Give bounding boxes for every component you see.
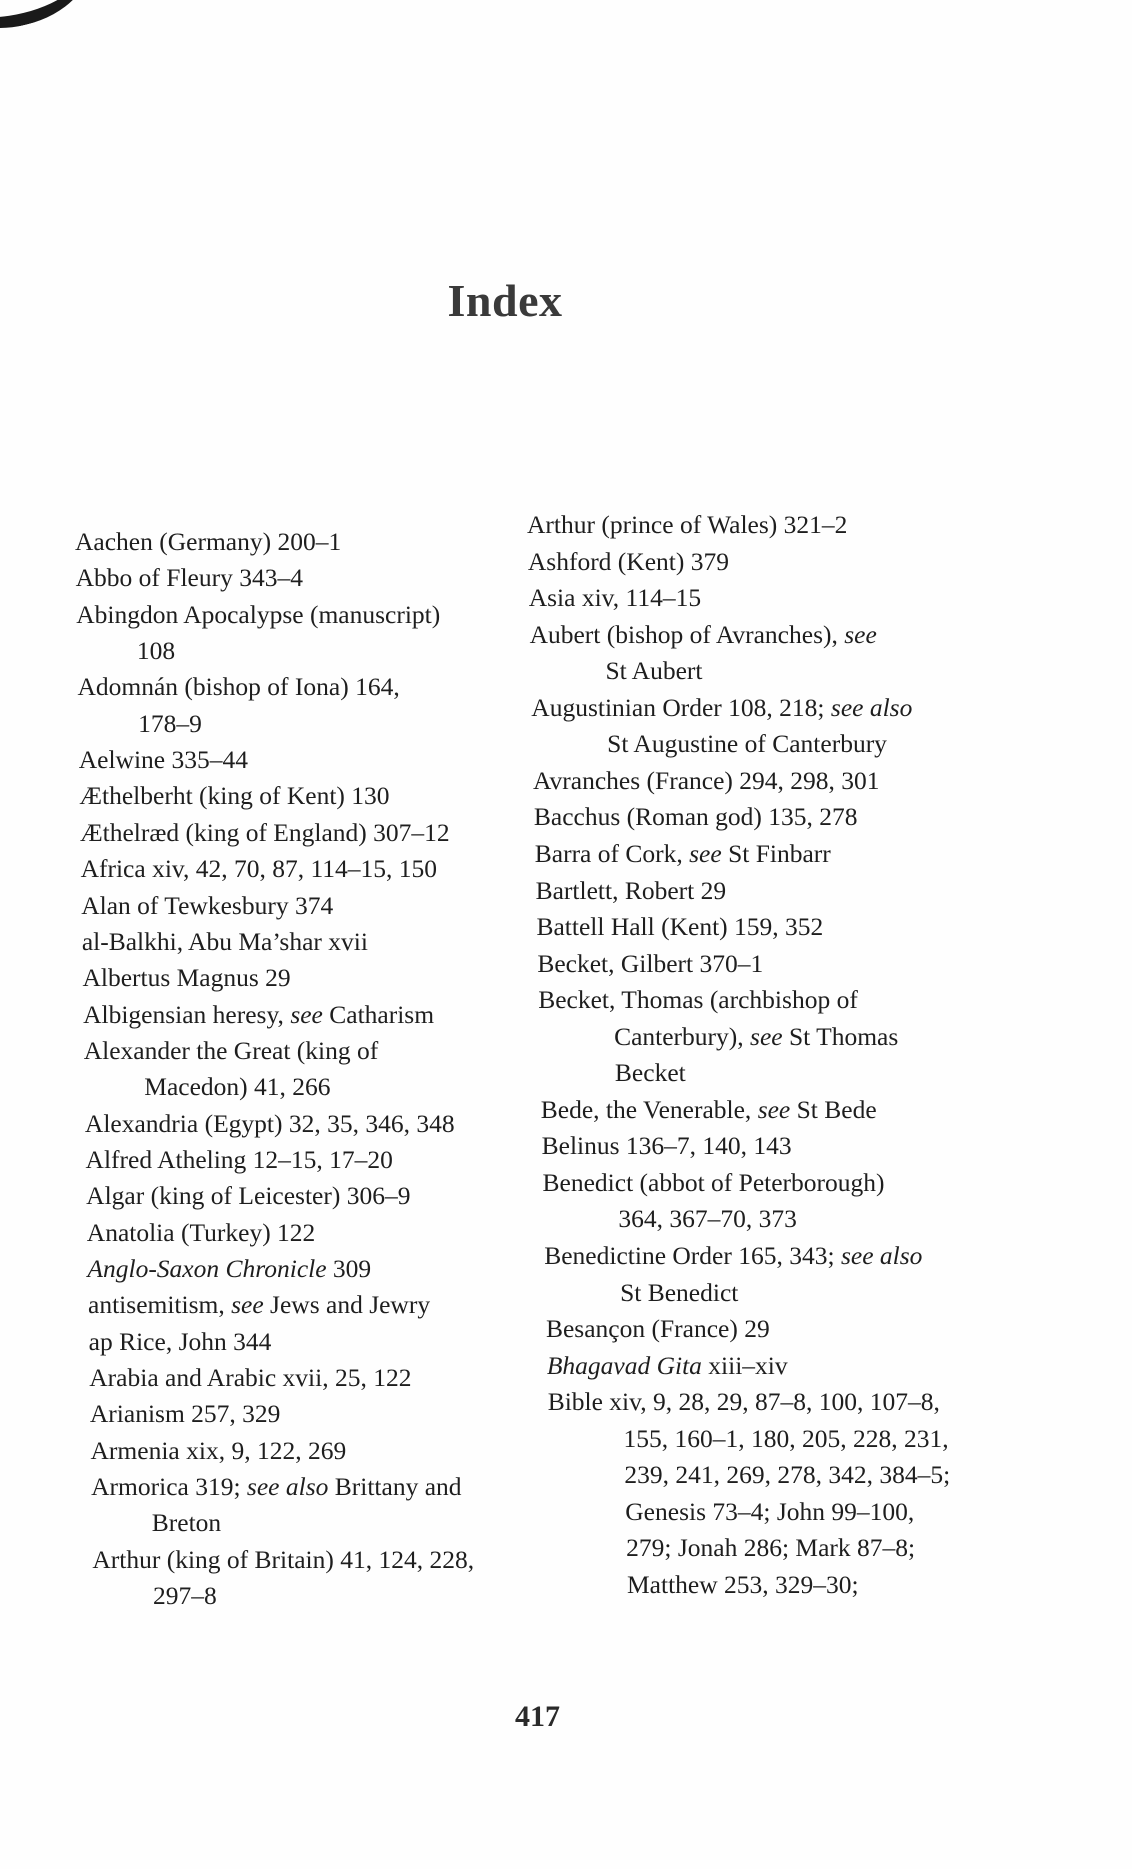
entry-text: Brittany and [328, 1472, 462, 1502]
index-entry [527, 510, 847, 540]
entry-text: Aachen (Germany) 200–1 [75, 527, 342, 556]
entry-text: ap Rice, John 344 [88, 1326, 272, 1356]
entry-text: 297–8 [153, 1581, 217, 1611]
index-entry [534, 802, 858, 832]
entry-text: 108 [136, 636, 176, 666]
index-entry-continuation [605, 656, 702, 686]
entry-text: 309 [326, 1254, 372, 1283]
italic-text: see [750, 1021, 783, 1051]
entry-text: antisemitism, [88, 1290, 232, 1320]
italic-text: see [290, 999, 323, 1029]
entry-text: Aubert (bishop of Avranches), [529, 619, 845, 649]
italic-text: Bhagavad Gita [546, 1350, 702, 1380]
index-entry [529, 583, 701, 613]
index-entry [80, 818, 450, 848]
index-entry [85, 1109, 455, 1139]
entry-text: Algar (king of Leicester) 306–9 [86, 1181, 411, 1211]
entry-text: Abbo of Fleury 343–4 [75, 563, 303, 593]
entry-text: Arianism 257, 329 [89, 1399, 281, 1429]
entry-text: Abingdon Apocalypse (manuscript) [76, 599, 441, 629]
entry-text: Benedictine Order 165, 343; [544, 1241, 841, 1270]
index-entry-continuation [620, 1278, 738, 1308]
entry-text: Africa xiv, 42, 70, 87, 114–15, 150 [80, 854, 438, 884]
entry-text: St Finbarr [721, 838, 831, 868]
index-entry [91, 1472, 461, 1502]
entry-text: Catharism [322, 999, 435, 1029]
index-entry-continuation [625, 1497, 914, 1527]
italic-text: see [689, 838, 722, 868]
index-entry-continuation [618, 1204, 797, 1234]
page-number: 417 [515, 1700, 560, 1733]
italic-text: see [757, 1094, 791, 1124]
entry-text: Benedict (abbot of Peterborough) [542, 1167, 885, 1197]
entry-text: Alan of Tewkesbury 374 [81, 890, 334, 920]
index-entry-continuation [144, 1072, 330, 1102]
italic-text: see [844, 619, 877, 649]
entry-text: Ashford (Kent) 379 [527, 546, 729, 576]
entry-text: Jews and Jewry [263, 1290, 431, 1320]
index-entry [87, 1254, 371, 1284]
index-entry [88, 1290, 430, 1320]
italic-text: see also [840, 1241, 923, 1270]
entry-text: Albertus Magnus 29 [82, 963, 291, 993]
entry-text: 364, 367–70, 373 [618, 1204, 797, 1234]
index-entry [79, 781, 389, 811]
index-entry [536, 912, 823, 942]
index-entry-continuation [624, 1460, 950, 1490]
index-entry [87, 1218, 316, 1248]
index-entry [77, 672, 399, 702]
index-entry-continuation [626, 1533, 915, 1563]
entry-text: Macedon) 41, 266 [144, 1072, 331, 1102]
index-entry-continuation [152, 1508, 221, 1538]
entry-text: Alexander the Great (king of [83, 1035, 379, 1065]
entry-text: 178–9 [138, 708, 202, 738]
entry-text: Becket, Thomas (archbishop of [538, 985, 858, 1015]
entry-text: Matthew 253, 329–30; [627, 1569, 859, 1599]
italic-text: see also [246, 1472, 329, 1502]
italic-text: see [231, 1290, 264, 1320]
index-entry [90, 1399, 281, 1429]
entry-text: Augustinian Order 108, 218; [531, 692, 831, 722]
index-entry-continuation [615, 1058, 686, 1088]
index-entry [81, 891, 333, 921]
index-entry [76, 563, 303, 593]
entry-text: Arthur (king of Britain) 41, 124, 228, [92, 1544, 475, 1574]
entry-text: Becket [614, 1058, 686, 1088]
index-entry [547, 1351, 788, 1381]
entry-text: Alexandria (Egypt) 32, 35, 346, 348 [84, 1108, 455, 1138]
entry-text: al-Balkhi, Abu Ma’shar xvii [81, 926, 368, 956]
index-entry-continuation [153, 1581, 217, 1611]
index-entry [86, 1181, 410, 1211]
entry-text: Aelwine 335–44 [78, 745, 248, 775]
index-entry [76, 600, 440, 630]
entry-text: Breton [151, 1508, 222, 1538]
entry-text: xiii–xiv [701, 1350, 788, 1380]
entry-text: Avranches (France) 294, 298, 301 [533, 765, 880, 795]
italic-text: see also [830, 692, 913, 722]
index-entry [81, 854, 437, 884]
entry-text: Becket, Gilbert 370–1 [537, 948, 764, 978]
index-entry [537, 949, 763, 979]
index-entry [536, 876, 727, 906]
index-entry-continuation [627, 1570, 859, 1600]
index-entry-continuation [607, 729, 887, 759]
index-entry [82, 963, 290, 993]
entry-text: Bacchus (Roman god) 135, 278 [533, 802, 858, 832]
entry-text: Æthelræd (king of England) 307–12 [79, 817, 450, 847]
entry-text: Asia xiv, 114–15 [528, 583, 702, 613]
index-entry [75, 527, 341, 557]
index-entry [546, 1314, 770, 1344]
index-entry-continuation [614, 1022, 898, 1052]
index-entry [86, 1145, 393, 1175]
entry-text: Besançon (France) 29 [545, 1314, 770, 1344]
index-entry [543, 1168, 885, 1198]
entry-text: Battell Hall (Kent) 159, 352 [536, 912, 824, 942]
entry-text: 239, 241, 269, 278, 342, 384–5; [624, 1460, 951, 1490]
index-entry [538, 985, 858, 1015]
entry-text: Genesis 73–4; John 99–100, [625, 1496, 915, 1526]
index-entry [91, 1436, 347, 1466]
entry-text: St Thomas [782, 1021, 899, 1051]
entry-text: St Bede [790, 1094, 877, 1124]
index-entry [89, 1363, 411, 1393]
index-entry [84, 1036, 379, 1066]
entry-text: Bible xiv, 9, 28, 29, 87–8, 100, 107–8, [547, 1387, 940, 1417]
index-entry [542, 1131, 792, 1161]
entry-text: Bartlett, Robert 29 [535, 875, 727, 905]
entry-text: Belinus 136–7, 140, 143 [541, 1131, 792, 1161]
entry-text: Arthur (prince of Wales) 321–2 [527, 510, 848, 539]
index-entry [92, 1545, 474, 1575]
entry-text: Barra of Cork, [534, 838, 690, 868]
index-entry-continuation [137, 636, 175, 666]
page-curl-shadow [0, 0, 99, 43]
entry-text: Canterbury), [614, 1021, 751, 1051]
index-entry [548, 1387, 940, 1417]
page-title: Index [447, 275, 563, 326]
entry-text: Æthelberht (king of Kent) 130 [79, 781, 390, 811]
index-entry [83, 1000, 434, 1030]
italic-text: Anglo-Saxon Chronicle [87, 1254, 327, 1283]
index-entry [541, 1095, 877, 1125]
index-entry [535, 839, 831, 869]
entry-text: Anatolia (Turkey) 122 [86, 1217, 316, 1247]
index-entry [82, 927, 368, 957]
entry-text: Alfred Atheling 12–15, 17–20 [85, 1144, 393, 1174]
entry-text: 155, 160–1, 180, 205, 228, 231, [623, 1423, 949, 1453]
entry-text: Adomnán (bishop of Iona) 164, [77, 672, 400, 702]
entry-text: Arabia and Arabic xvii, 25, 122 [89, 1363, 412, 1393]
entry-text: Armorica 319; [91, 1472, 247, 1502]
index-entry [544, 1241, 922, 1271]
entry-text: St Aubert [605, 656, 703, 686]
entry-text: Armenia xix, 9, 122, 269 [90, 1435, 347, 1465]
entry-text: Albigensian heresy, [83, 999, 291, 1029]
index-entry [530, 620, 877, 650]
entry-text: 279; Jonah 286; Mark 87–8; [626, 1533, 916, 1563]
entry-text: Bede, the Venerable, [540, 1094, 758, 1124]
index-entry-continuation [624, 1424, 949, 1454]
index-entry [528, 547, 729, 577]
index-entry [79, 745, 248, 775]
index-entry [531, 693, 912, 723]
index-entry [89, 1327, 272, 1357]
index-entry-continuation [138, 709, 202, 739]
entry-text: St Benedict [620, 1277, 739, 1307]
index-entry [533, 766, 880, 796]
entry-text: St Augustine of Canterbury [607, 729, 887, 759]
